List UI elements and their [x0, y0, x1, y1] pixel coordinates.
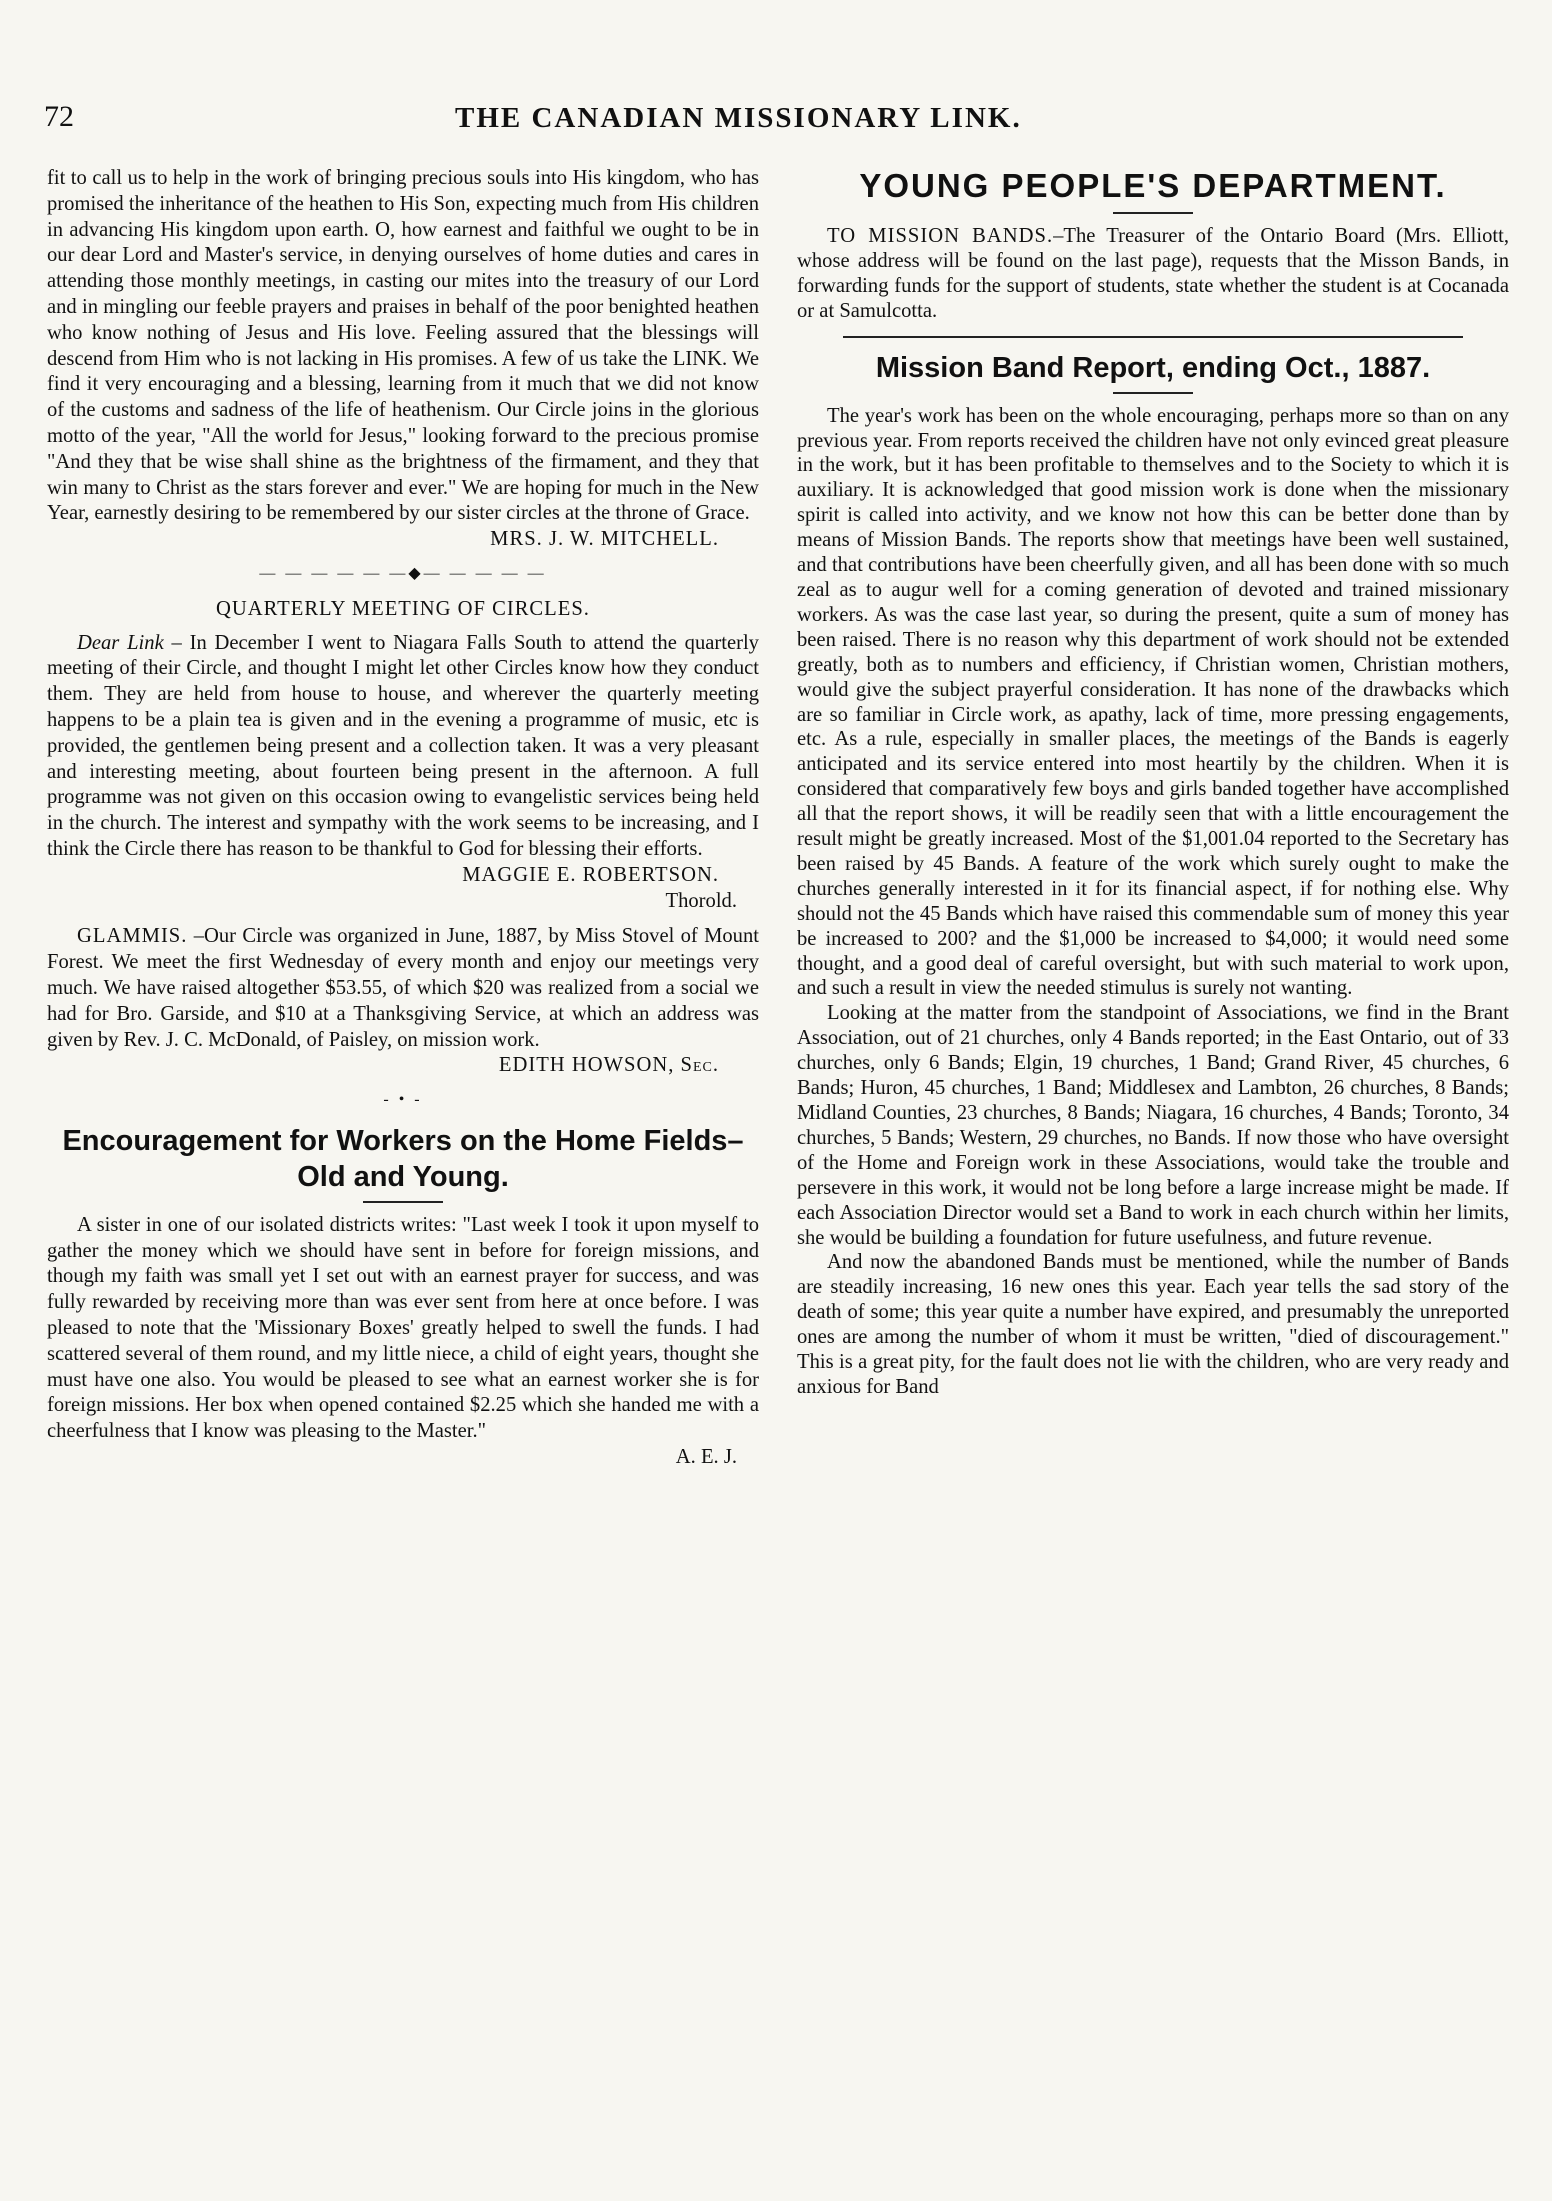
encouragement-letter: A sister in one of our isolated districts writes: "Last week I took it upon myself to gather the money which we should have sent in before for foreign missions, and though my faith was small yet I set out with an earnest prayer for success, and was fully rewarded by receiving more than was ever sent from here at once before. I was pleased to note that the 'Missionary Boxes' greatly helped to swell the funds. I had scattered several of them round, and my little niece, a child of eight years, thought she must have one also. You would be pleased to see what an earnest worker she is for foreign missions. Her box when opened contained $2.25 which she handed me with a cheerfulness that I know was pleasing to the Master." — [47, 1213, 759, 1443]
title-rule — [363, 1201, 443, 1203]
signature-howson: EDITH HOWSON, Sec. — [498, 1054, 719, 1077]
quarterly-meeting-heading: QUARTERLY MEETING OF CIRCLES. — [216, 597, 590, 620]
section-title-young-peoples: YOUNG PEOPLE'S DEPARTMENT. — [859, 167, 1447, 204]
quarterly-meeting-text: – In December I went to Niagara Falls South to attend the quarterly meeting of their Circle, and thought I might let other Circles know how they conduct them. They are held from house to house, and wherever the quarterly meeting happens to be a plain tea is given and in the evening a programme of music, etc is provided, the gentlemen being present and a collection taken. It was a very pleasant and interesting meeting, about fourteen being present in the afternoon. A full programme was not given on this occasion owing to evangelistic services being held in the church. The interest and sympathy with the work seems to be increasing, and I think the Circle there has reason to be thankful to God for blessing their efforts. — [47, 631, 759, 860]
article-title-encouragement: Encouragement for Workers on the Home Fields–Old and Young. — [62, 1124, 744, 1193]
article-title-band-report: Mission Band Report, ending Oct., 1887. — [875, 351, 1431, 384]
ornament-small: - • - — [383, 1091, 423, 1109]
letter-continuation: fit to call us to help in the work of bringing precious souls into His kingdom, who has promised the inheritance of the heathen to His Son, expecting much from His children in advancing His kingdom upon earth. O, how earnest and faithful we ought to be in our dear Lord and Master's service, in denying ourselves of home duties and cares in attending those monthly meetings, in casting our mites into the treasury of our Lord and in mingling our feeble prayers and praises in behalf of the poor benighted heathen who know nothing of Jesus and His love. Feeling assured that the blessings will descend from Him who is not lacking in His promises. A few of us take the LINK. We find it very encouraging and a blessing, learning from it much that we did not know of the customs and sadness of the life of heathenism. Our Circle joins in the glorious motto of the year, "All the world for Jesus," looking forward to the precious promise "And they that be wise shall shine as the brightness of the firmament, and they that win many to Christ as the stars forever and ever." We are hoping for much in the New Year, earnestly desiring to be remembered by our sister circles at the throne of Grace. — [47, 167, 759, 525]
signature-robertson: MAGGIE E. ROBERTSON. — [462, 863, 719, 886]
place-glammis: GLAMMIS. — [77, 925, 188, 948]
section-rule — [1113, 212, 1193, 214]
glammis-text: –Our Circle was organized in June, 1887, by Miss Stovel of Mount Forest. We meet the first Wednesday of every month and enjoy our meetings very much. We have raised altogether $53.55, of which $20 was realized from a social we had for Bro. Garside, and $10 at a Thanksgiving Service, at which an address was given by Rev. J. C. McDonald, of Paisley, on mission work. — [47, 925, 759, 1051]
quarterly-meeting-letter — [47, 631, 759, 863]
ornament-divider: — — — — — —◆— — — — — — [259, 564, 547, 582]
right-column — [797, 166, 1509, 1400]
notice-lead: TO MISSION BANDS. — [827, 225, 1054, 247]
report-paragraph-1: The year's work has been on the whole encouraging, perhaps more so than on any previous year. From reports received the children have not only evinced great pleasure in the work, but it has been profitable to themselves and to the Society to which it is auxiliary. It is acknowledged that good mission work is done when the missionary spirit is called into activity, and we know not how this can be better done than by means of Mission Bands. The reports show that meetings have been well sustained, and that contributions have been cheerfully given, and all has been done with so much zeal as to augur well for a coming generation of devoted and trained missionary workers. As was the case last year, so during the present, quite a sum of money has been raised. There is no reason why this department of work should not be extended greatly, both as to numbers and efficiency, if Christian women, Christian mothers, would give the subject prayerful consideration. It has none of the drawbacks which are so familiar in Circle work, as apathy, lack of time, more pressing engagements, etc. As a rule, especially in smaller places, the meetings of the Bands is eagerly anticipated and its service entered into most heartily by the children. When it is considered that comparatively few boys and girls banded together have accomplished all that the report shows, it will be readily seen that with a little encouragement the result might be greatly increased. Most of the $1,001.04 reported to the Secretary has been raised by 45 Bands. A feature of the work which surely ought to make the churches generally interested in it for its financial aspect, if for nothing else. Why should not the 45 Bands which have raised this commendable sum of money this year be increased to 200? and the $1,000 be increased to $4,000; it would need some thought, and a good deal of careful oversight, but with such material to work upon, and such a result in view the needed stimulus is surely not wanting. — [797, 404, 1509, 1000]
glammis-report — [47, 924, 759, 1053]
signature-place-thorold: Thorold. — [665, 889, 737, 912]
left-column — [47, 166, 759, 1471]
report-paragraph-2: Looking at the matter from the standpoint of Associations, we find in the Brant Association, out of 21 churches, only 4 Bands reported; in the East Ontario, out of 33 churches, only 6 Bands; Elgin, 19 churches, 1 Band; Grand River, 45 churches, 6 Bands; Huron, 45 churches, 1 Band; Middlesex and Lambton, 26 churches, 8 Bands; Midland Counties, 23 churches, 8 Bands; Niagara, 16 churches, 4 Bands; Toronto, 34 churches, 5 Bands; Western, 29 churches, no Bands. If now those who have oversight of the Home and Foreign work in these Associations, would take the trouble and persevere in this work, it would not be long before a large increase might be made. If each Association Director would set a Band to work in each church within her limits, she would be building a foundation for future usefulness, and future revenue. — [797, 1002, 1509, 1249]
page-number: 72 — [44, 100, 74, 133]
running-head: THE CANADIAN MISSIONARY LINK. — [455, 102, 1022, 134]
report-paragraph-3: And now the abandoned Bands must be mentioned, while the number of Bands are steadily increasing, 16 new ones this year. Each year tells the sad story of the death of some; this year quite a number have expired, and presumably the unreported ones are among the number of whom it must be written, "died of discouragement." This is a great pity, for the fault does not lie with the children, who are very ready and anxious for Band — [797, 1251, 1509, 1398]
notice-mission-bands — [797, 224, 1509, 324]
salutation: Dear Link — [77, 631, 164, 654]
report-title-rule — [1113, 392, 1193, 394]
notice-rule — [843, 336, 1463, 338]
signature-aej: A. E. J. — [675, 1446, 737, 1469]
signature-mitchell: MRS. J. W. MITCHELL. — [490, 528, 719, 551]
notice-text: –The Treasurer of the Ontario Board (Mrs. Elliott, whose address will be found on the last page), requests that the Misson Bands, in forwarding funds for the support of students, state whether the student is at Cocanada or at Samulcotta. — [797, 225, 1510, 322]
